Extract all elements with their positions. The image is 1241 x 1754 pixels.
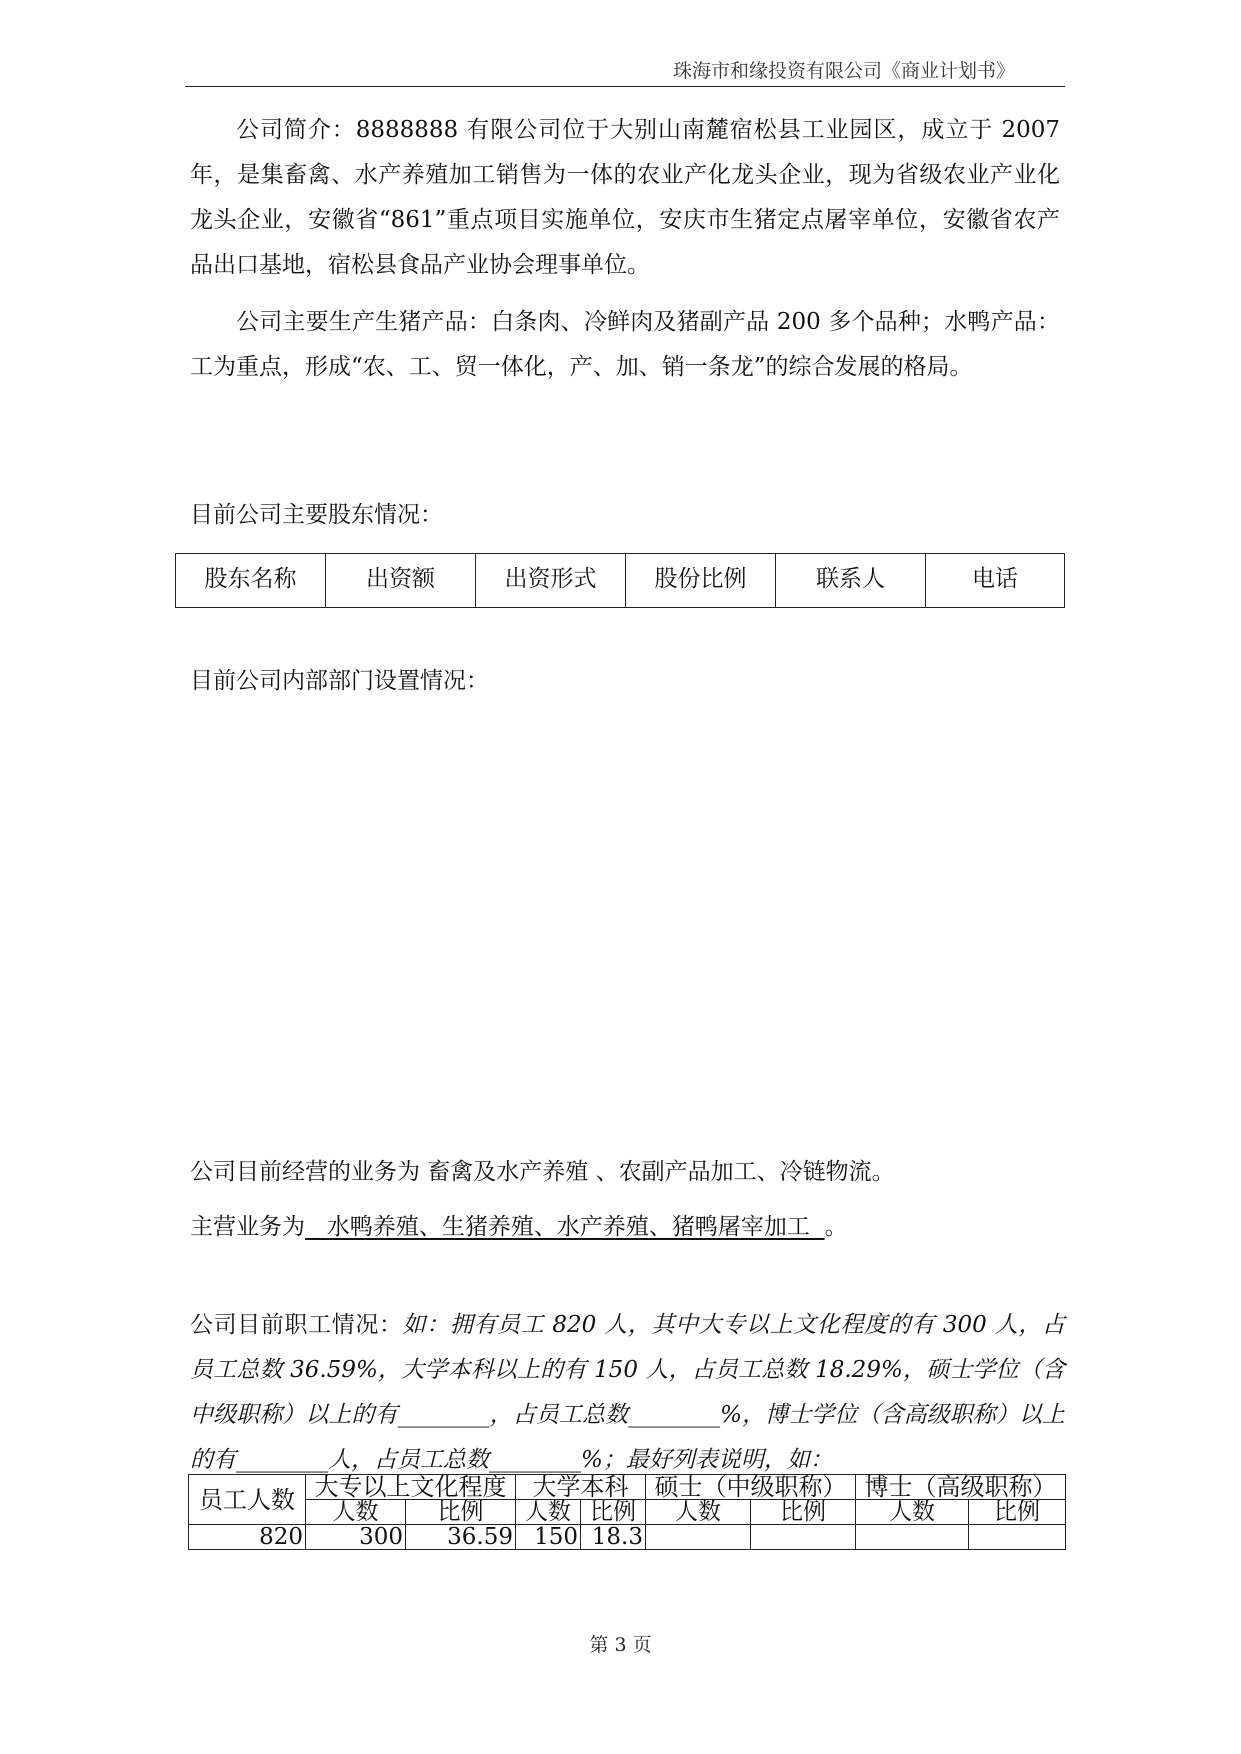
staff-table [188, 1474, 1066, 1550]
page-number: 第 3 页 [589, 1634, 652, 1656]
staff-table-group-master: 硕士（中级职称） [646, 1475, 856, 1500]
bachelor-count-cell: 150 [516, 1525, 581, 1550]
departments-label: 目前公司内部部门设置情况： [190, 668, 489, 694]
table-row [189, 1500, 1066, 1525]
table-row [189, 1475, 1066, 1500]
college-ratio-cell: 36.59 [406, 1525, 516, 1550]
staff-table-sub-header: 人数 [306, 1500, 406, 1525]
intro-paragraph-1: 公司简介：8888888 有限公司位于大别山南麓宿松县工业园区，成立于 2007 年，是集畜禽、水产养殖加工销售为一体的农业产化龙头企业，现为省级农业产业化龙头企业，安徽省“861”重点项目实施单位，安庆市生猪定点屠宰单位，安徽省农产品出口基地，宿松县食品产业协会理事单位。 [190, 117, 1060, 278]
business-line-1-value: 畜禽及水产养殖 [420, 1159, 596, 1185]
doctor-ratio-cell [969, 1525, 1066, 1550]
business-line-1-prefix: 公司目前经营的业务为 [190, 1159, 420, 1185]
staff-table-row-header: 员工人数 [189, 1475, 306, 1525]
table-row [176, 554, 1065, 608]
staff-prefix: 公司目前职工情况： [190, 1312, 403, 1338]
college-count-cell: 300 [306, 1525, 406, 1550]
staff-table-sub-header: 比例 [581, 1500, 646, 1525]
table-header-cell: 出资额 [326, 554, 476, 608]
staff-table-group-bachelor: 大学本科 [516, 1475, 646, 1500]
bachelor-ratio-cell: 18.3 [581, 1525, 646, 1550]
staff-table-sub-header: 比例 [969, 1500, 1066, 1525]
business-line-2-value: 水鸭养殖、生猪养殖、水产养殖、猪鸭屠宰加工 [305, 1214, 825, 1240]
intro-paragraph-2: 公司主要生产生猪产品：白条肉、冷鲜肉及猪副产品 200 多个品种；水鸭产品：工为重点，形成“农、工、贸一体化，产、加、销一条龙”的综合发展的格局。 [190, 309, 1060, 380]
table-header-cell: 股份比例 [626, 554, 776, 608]
staff-table-group-college: 大专以上文化程度 [306, 1475, 516, 1500]
staff-table-sub-header: 人数 [516, 1500, 581, 1525]
shareholders-table [175, 553, 1065, 608]
business-line-2-prefix: 主营业务为 [190, 1214, 305, 1240]
shareholders-label: 目前公司主要股东情况： [190, 502, 443, 528]
staff-paragraph [190, 1303, 1065, 1483]
table-header-cell: 电话 [926, 554, 1065, 608]
header-title: 珠海市和缘投资有限公司《商业计划书》 [672, 60, 1015, 82]
staff-table-sub-header: 比例 [406, 1500, 516, 1525]
business-line-2-suffix: 。 [824, 1214, 848, 1240]
staff-table-sub-header: 人数 [646, 1500, 751, 1525]
doctor-count-cell [856, 1525, 969, 1550]
business-line-1-suffix: 、农副产品加工、冷链物流。 [595, 1159, 895, 1185]
staff-table-sub-header: 比例 [751, 1500, 856, 1525]
table-header-cell: 联系人 [776, 554, 926, 608]
staff-table-group-doctor: 博士（高级职称） [856, 1475, 1066, 1500]
header-rule [185, 86, 1065, 87]
table-row [189, 1525, 1066, 1550]
business-line-2 [190, 1208, 848, 1241]
staff-example: 如：拥有员工 820 人，其中大专以上文化程度的有 300 人，占员工总数 36.59%，大学本科以上的有 150 人，占员工总数 18.29%，硕士学位（含中级职称）以上的有________，占员工总数________%，博士学位（含高级职称）以上的有________人，占员工总数________%；最好列表说明，如： [190, 1312, 1066, 1473]
staff-table-sub-header: 人数 [856, 1500, 969, 1525]
business-line-1 [190, 1153, 895, 1186]
master-ratio-cell [751, 1525, 856, 1550]
table-header-cell: 股东名称 [176, 554, 326, 608]
staff-total-cell: 820 [189, 1525, 306, 1550]
master-count-cell [646, 1525, 751, 1550]
table-header-cell: 出资形式 [476, 554, 626, 608]
